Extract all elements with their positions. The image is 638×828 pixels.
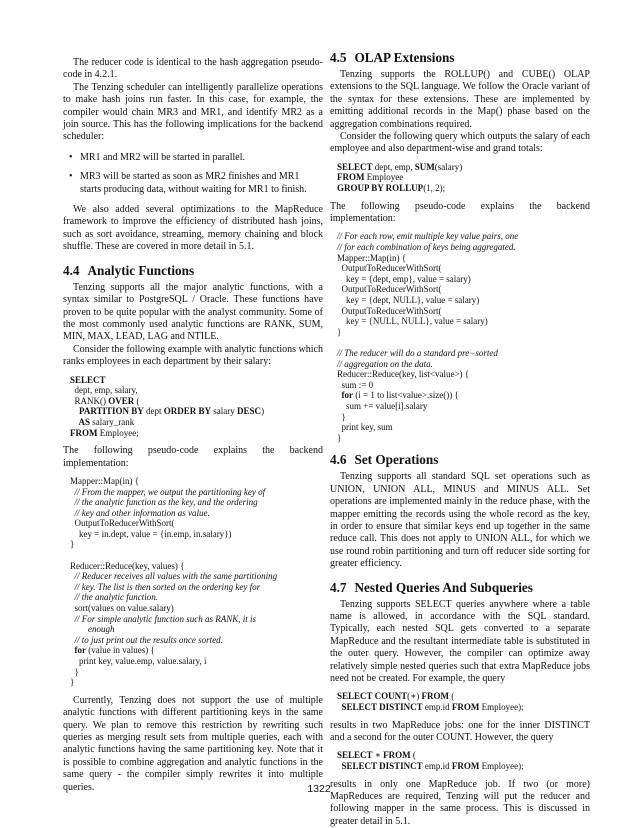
paragraph: Tenzing supports all standard SQL set operations such as UNION, UNION ALL, MINUS and MINUS ALL. Set operations are implemented mainly in the reduce phase, with the mapper emitting the records using the whole record as the key, in order to ensure that similar keys end up together in the same reduce call. This does not apply to UNION ALL, for which we use round robin partitioning and turn off reducer side sorting for greater efficiency.: [330, 471, 590, 570]
paragraph: The reducer code is identical to the hash aggregation pseudo-code in 4.2.1.: [63, 57, 323, 81]
paragraph: The following pseudo-code explains the backend implementation:: [63, 445, 323, 469]
paragraph: Tenzing supports SELECT queries anywhere where a table name is allowed, in accordance with the SQL standard. Typically, each nested SQL gets converted to a separate MapReduce and the resultant intermediate table is substituted in the outer query. However, the compiler can optimize away relatively simple nested queries such that extra MapReduce jobs need not be created. For example, the query: [330, 598, 590, 684]
paragraph: Currently, Tenzing does not support the use of multiple analytic functions with different partitioning keys in the same query. We plan to remove this restriction by rewriting such queries as merging result sets from multiple queries, each with analytic functions having the same partitioning key. Note that it is possible to combine aggregation and analytic functions in the same query - the compiler simply rewrites it into multiple queries.: [63, 694, 323, 793]
paragraph: Consider the following example with analytic functions which ranks employees in each department by their salary:: [63, 343, 323, 368]
section-title: Nested Queries And Subqueries: [354, 579, 533, 595]
right-column: [330, 50, 590, 828]
section-heading: [63, 263, 323, 278]
paragraph: results in only one MapReduce job. If two (or more) MapReduces are required, Tenzing will put the reducer and following mapper in the same process. This is discussed in greater detail in 5.1.: [330, 778, 590, 827]
section-heading: [330, 452, 590, 467]
left-column: [63, 57, 323, 794]
paragraph: results in two MapReduce jobs: one for the inner DISTINCT and a second for the outer COUNT. However, the query: [330, 719, 590, 743]
section-title: OLAP Extensions: [354, 50, 455, 65]
page-number: 1322: [307, 783, 331, 795]
sql-listing: SELECT COUNT(∗) FROM ( SELECT DISTINCT emp.id FROM Employee);: [337, 691, 524, 712]
bullet-list: [63, 152, 323, 196]
code-listing: Mapper::Map(in) { // From the mapper, we output the partitioning key of // the analytic function as the key, and the ordering // key and other information as value. OutputToReducerWithSort( key = in.dept, value = {in.emp, in.salary}) } Reducer::Reduce(key, values) { // Reducer receives all values with the same partitioning // key. The list is then sorted on the ordering key for // the analytic function. sort(values on value.salary) // For simple analytic function such as RANK, it is enough // to just print out the results once sorted. for (value in values) { print key, value.emp, value.salary, i } }: [70, 475, 278, 688]
paragraph: Consider the following query which outputs the salary of each employee and also department-wise and grand totals:: [330, 131, 590, 155]
list-item: • MR1 and MR2 will be started in parallel.: [80, 152, 323, 164]
code-listing: // For each row, emit multiple key value pairs, one // for each combination of keys being aggregated. Mapper::Map(in) { OutputToReducerWithSort( key = {dept, emp}, value = salary) OutputToReducerWithSort( key = {dept, NULL}, value = salary) OutputToReducerWithSort( key = {NULL, NULL}, value = salary) } // The reducer will do a standard pre−sorted // aggregation on the data. Reducer::Reduce(key, list<value>) { sum := 0 for (i = 1 to list<value>.size()) { sum += value[i].salary } print key, sum }: [337, 231, 519, 443]
section-number: 4.4: [63, 262, 80, 278]
section-heading: [330, 580, 590, 595]
paragraph: Tenzing supports all the major analytic functions, with a syntax similar to PostgreSQL / Oracle. These functions have proven to be quite popular with the analyst community. Some of the most commonly used analytic functions are RANK, SUM, MIN, MAX, LEAD, LAG and NTILE.: [63, 281, 323, 343]
sql-listing: SELECT dept, emp, SUM(salary) FROM Employee GROUP BY ROLLUP(1, 2);: [337, 161, 463, 194]
paragraph: We also added several optimizations to the MapReduce framework to improve the efficiency of distributed hash joins, such as sort avoidance, streaming, memory chaining and block shuffle. These are covered in more detail in 5.1.: [63, 204, 323, 253]
sql-listing: SELECT dept, emp, salary, RANK() OVER ( PARTITION BY dept ORDER BY salary DESC) AS salary_rank FROM Employee;: [70, 374, 265, 438]
paragraph: Tenzing supports the ROLLUP() and CUBE() OLAP extensions to the SQL language. We follow the Oracle variant of the syntax for these extensions. These are implemented by emitting additional records in the Map() phase based on the aggregation combinations required.: [330, 69, 590, 130]
section-heading: [330, 50, 590, 65]
paragraph: The Tenzing scheduler can intelligently parallelize operations to make hash joins run faster. In this case, for example, the compiler would chain MR3 and MR1, and identify MR2 as a join source. This has the following implications for the backend scheduler:: [63, 81, 323, 143]
paragraph: The following pseudo-code explains the backend implementation:: [330, 200, 590, 225]
section-title: Set Operations: [354, 452, 439, 468]
section-title: Analytic Functions: [87, 262, 195, 278]
list-item: • MR3 will be started as soon as MR2 finishes and MR1 starts producing data, without waiting for MR1 to finish.: [80, 171, 323, 196]
sql-listing: SELECT ∗ FROM ( SELECT DISTINCT emp.id FROM Employee);: [337, 750, 524, 771]
section-number: 4.5: [330, 50, 347, 65]
section-number: 4.6: [330, 452, 347, 468]
section-number: 4.7: [330, 579, 347, 595]
